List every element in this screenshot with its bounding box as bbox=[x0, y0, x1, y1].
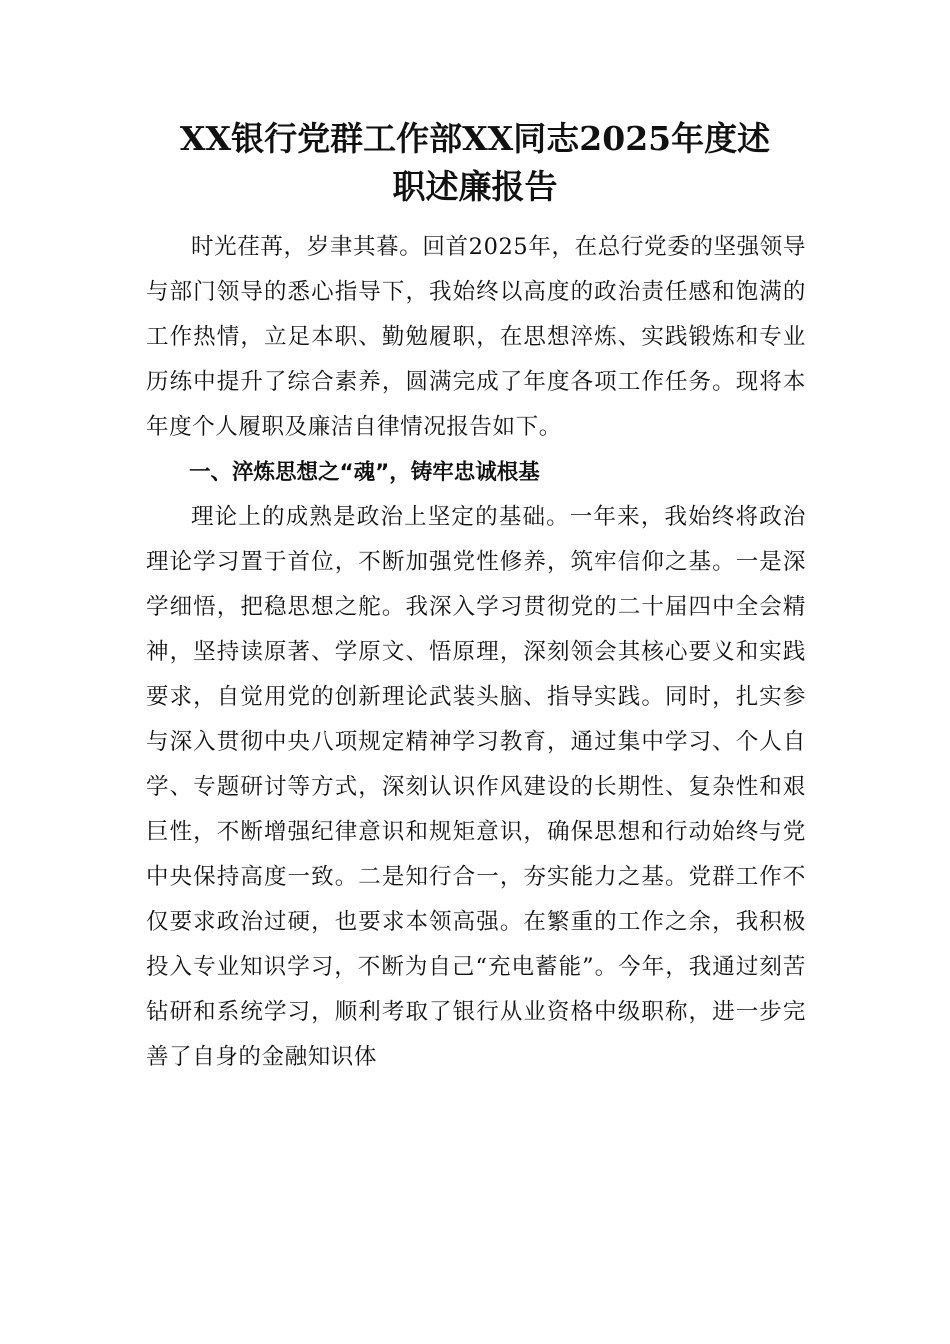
document-title bbox=[150, 115, 800, 211]
title-line-2: 职述廉报告 bbox=[392, 167, 558, 206]
section-heading-1: 一、淬炼思想之“魂”，铸牢忠诚根基 bbox=[189, 460, 540, 485]
title-line-1: XX银行党群工作部XX同志2025年度述 bbox=[179, 119, 771, 158]
paragraph-intro: 时光荏苒，岁聿其暮。回首2025年，在总行党委的坚强领导与部门领导的悉心指导下，我始终以高度的政治责任感和饱满的工作热情，立足本职、勤勉履职，在思想淬炼、实践锻炼和专业历练中提升了综合素养，圆满完成了年度各项工作任务。现将本年度个人履职及廉洁自律情况报告如下。 bbox=[146, 234, 806, 440]
document-body bbox=[146, 225, 806, 1080]
paragraph-section-1: 理论上的成熟是政治上坚定的基础。一年来，我始终将政治理论学习置于首位，不断加强党性修养，筑牢信仰之基。一是深学细悟，把稳思想之舵。我深入学习贯彻党的二十届四中全会精神，坚持读原著、学原文、悟原理，深刻领会其核心要义和实践要求，自觉用党的创新理论武装头脑、指导实践。同时，扎实参与深入贯彻中央八项规定精神学习教育，通过集中学习、个人自学、专题研讨等方式，深刻认识作风建设的长期性、复杂性和艰巨性，不断增强纪律意识和规矩意识，确保思想和行动始终与党中央保持高度一致。二是知行合一，夯实能力之基。党群工作不仅要求政治过硬，也要求本领高强。在繁重的工作之余，我积极投入专业知识学习，不断为自己“充电蓄能”。今年，我通过刻苦钻研和系统学习，顺利考取了银行从业资格中级职称，进一步完善了自身的金融知识体 bbox=[146, 504, 806, 1070]
